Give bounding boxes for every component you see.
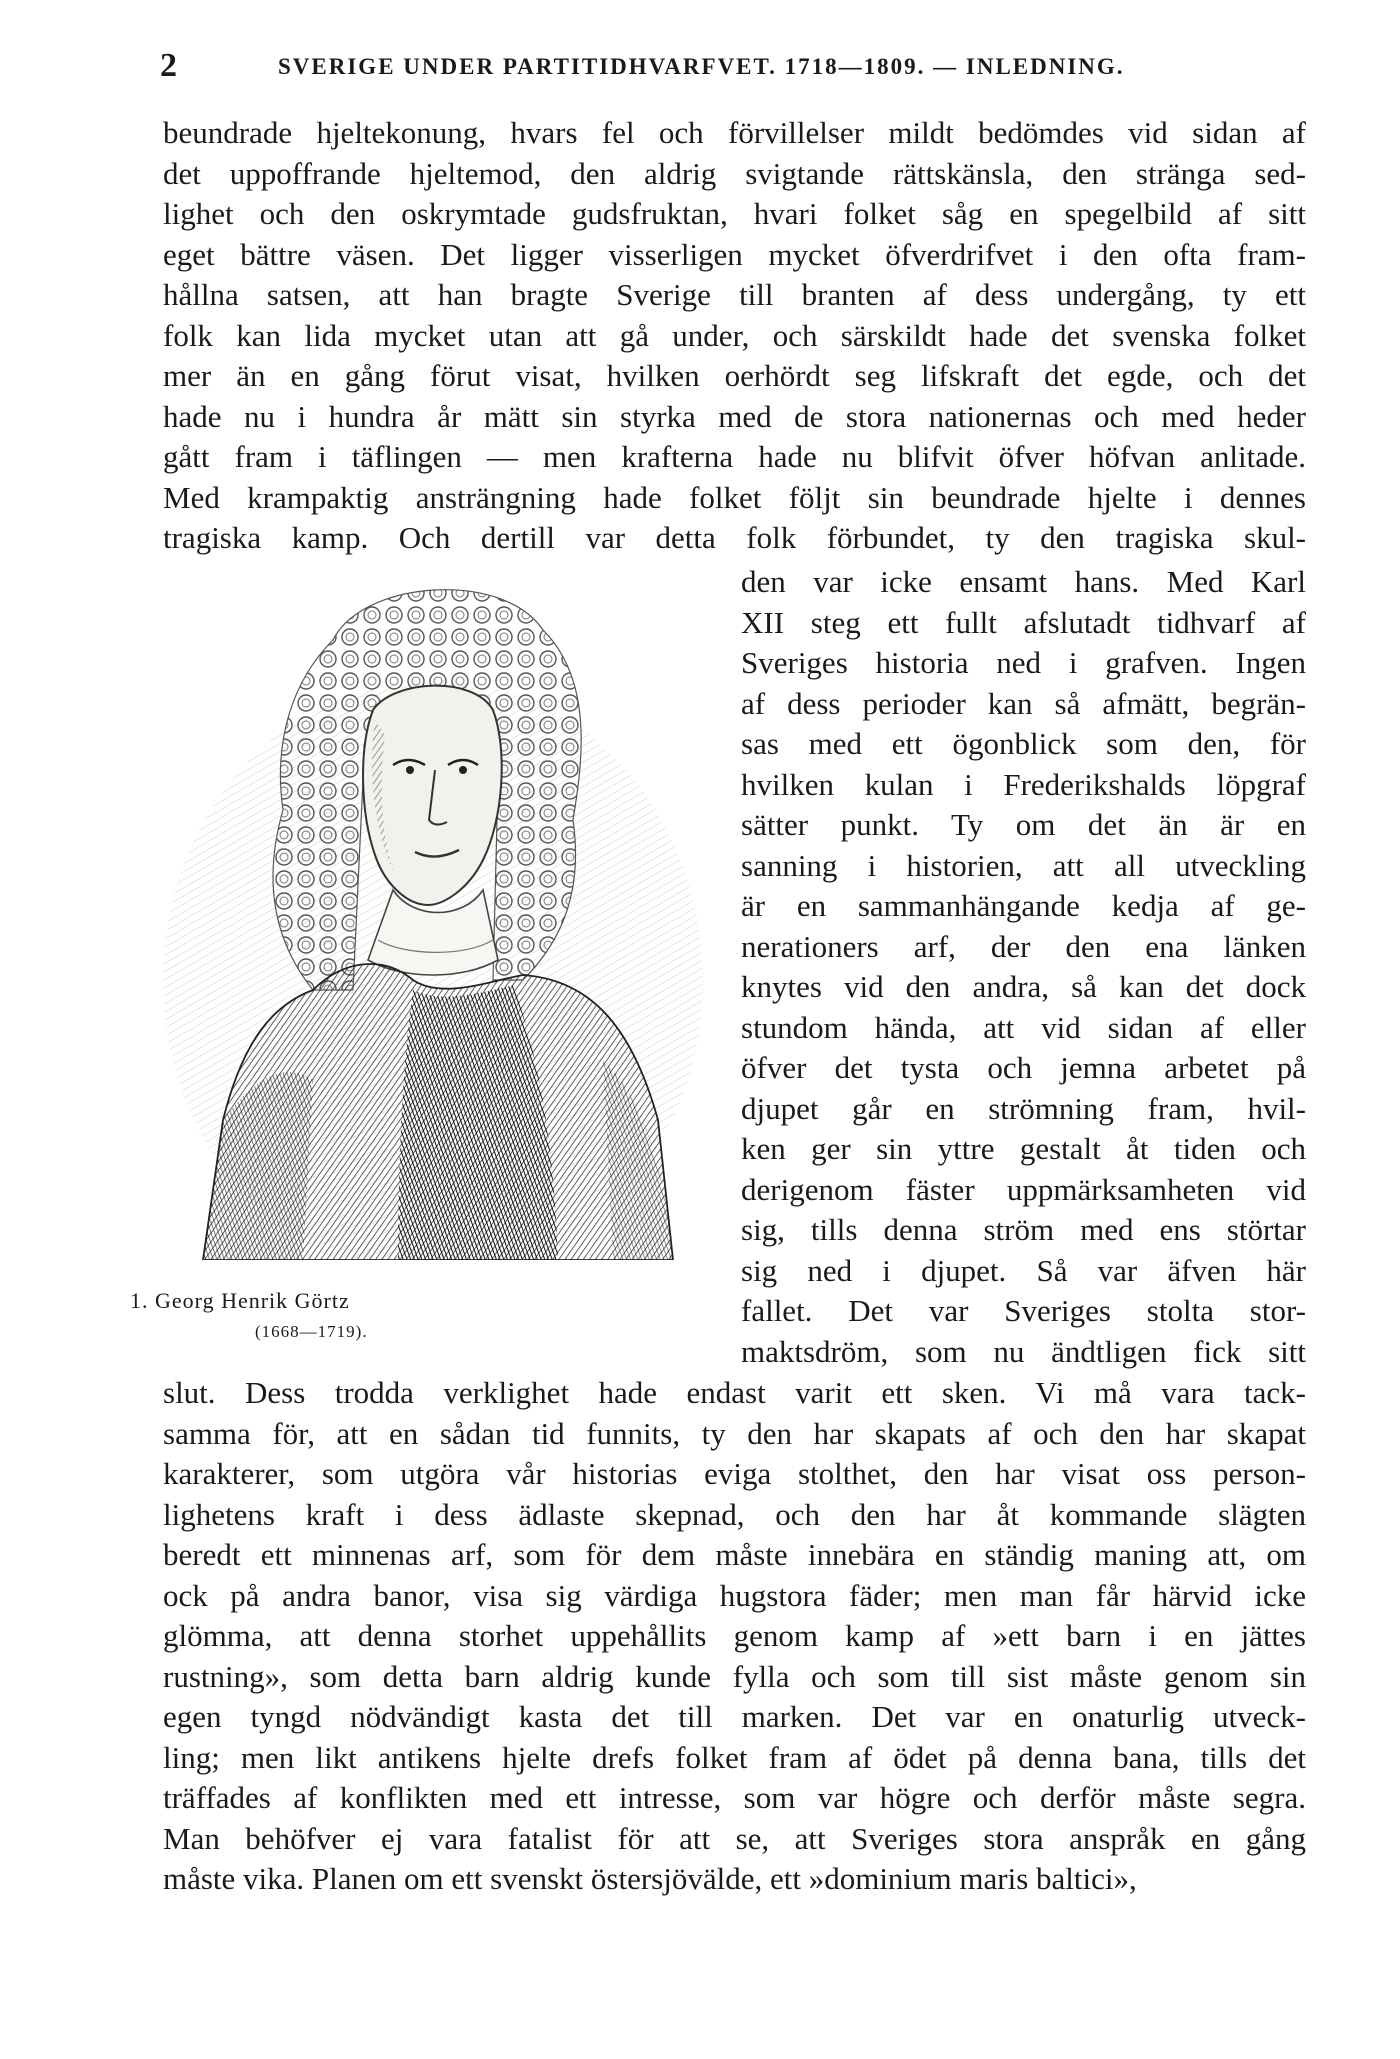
text-line: karakterer, som utgöra vår historias eviga stolthet, den har visat oss person- (163, 1456, 1306, 1491)
top-paragraph (163, 113, 1306, 559)
text-line: nerationers arf, der den ena länken (741, 928, 1306, 964)
text-line: hvilken kulan i Frederikshalds löpgraf (741, 766, 1306, 802)
text-line: ling; men likt antikens hjelte drefs folket fram af ödet på denna bana, tills det (163, 1739, 1306, 1775)
text-line: stundom hända, att vid sidan af eller (741, 1009, 1306, 1045)
text-line: mer än en gång förut visat, hvilken oerhördt seg lifskraft det egde, och det (163, 358, 1306, 393)
text-line: sas med ett ögonblick som den, för (741, 726, 1306, 761)
text-line: fallet. Det var Sveriges stolta stor- (741, 1293, 1306, 1328)
text-line: hade nu i hundra år mätt sin styrka med de stora nationernas och med heder (163, 398, 1306, 434)
text-line: af dess perioder kan så afmätt, begrän- (741, 685, 1306, 721)
portrait-engraving (163, 560, 718, 1260)
text-line: egen tyngd nödvändigt kasta det till marken. Det var en onaturlig utveck- (163, 1699, 1306, 1734)
text-line: sig ned i djupet. Så var äfven här (741, 1252, 1306, 1288)
text-line: gått fram i täflingen — men krafterna hade nu blifvit öfver höfvan anlitade. (163, 439, 1306, 474)
text-line: djupet går en strömning fram, hvil- (741, 1090, 1306, 1126)
running-title: SVERIGE UNDER PARTITIDHVARFVET. 1718—1809. — INLEDNING. (278, 54, 1125, 79)
text-line: slut. Dess trodda verklighet hade endast varit ett sken. Vi må vara tack- (163, 1375, 1306, 1410)
text-line: Man behöfver ej vara fatalist för att se, att Sveriges stora anspråk en gång (163, 1820, 1306, 1856)
text-line: sanning i historien, att all utveckling (741, 847, 1306, 883)
text-line: samma för, att en sådan tid funnits, ty den har skapats af och den har skapat (163, 1415, 1306, 1451)
text-line: rustning», som detta barn aldrig kunde fylla och som till sist måste genom sin (163, 1658, 1306, 1694)
figure-caption-dates: (1668—1719). (255, 1322, 368, 1341)
text-line: måste vika. Planen om ett svenskt östersjövälde, ett »dominium maris baltici», (163, 1861, 1137, 1896)
text-line: eget bättre väsen. Det ligger visserligen mycket öfverdrifvet i den ofta fram- (163, 236, 1306, 272)
figure-caption: 1. Georg Henrik Görtz (130, 1288, 350, 1313)
text-line: folk kan lida mycket utan att gå under, och särskildt hade det svenska folket (163, 317, 1306, 353)
text-line: hållna satsen, att han bragte Sverige till branten af dess undergång, ty ett (163, 277, 1306, 312)
wrapped-column (741, 562, 1306, 1372)
text-line: den var icke ensamt hans. Med Karl (741, 564, 1306, 599)
text-line: lighet och den oskrymtade gudsfruktan, hvari folket såg en spegelbild af sitt (163, 196, 1306, 231)
bottom-paragraph (163, 1373, 1306, 1900)
text-line: är en sammanhängande kedja af ge- (741, 888, 1306, 923)
text-line: öfver det tysta och jemna arbetet på (741, 1050, 1306, 1085)
text-line: maktsdröm, som nu ändtligen fick sitt (741, 1333, 1306, 1369)
text-line: knytes vid den andra, så kan det dock (741, 969, 1306, 1004)
portrait-figure (163, 560, 718, 1290)
text-line: Sveriges historia ned i grafven. Ingen (741, 645, 1306, 680)
text-line: sig, tills denna ström med ens störtar (741, 1212, 1306, 1247)
page-header (160, 46, 1310, 86)
page-number: 2 (160, 47, 177, 84)
text-line: beredt ett minnenas arf, som för dem måste innebära en ständig maning att, om (163, 1537, 1306, 1572)
text-line: beundrade hjeltekonung, hvars fel och förvillelser mildt bedömdes vid sidan af (163, 115, 1306, 150)
text-line: Med krampaktig ansträngning hade folket följt sin beundrade hjelte i dennes (163, 479, 1306, 515)
text-line: XII steg ett fullt afslutadt tidhvarf af (741, 604, 1306, 640)
text-line: det uppoffrande hjeltemod, den aldrig svigtande rättskänsla, den stränga sed- (163, 155, 1306, 191)
text-line: derigenom fäster uppmärksamheten vid (741, 1171, 1306, 1207)
text-line: sätter punkt. Ty om det än är en (741, 807, 1306, 842)
text-line: ock på andra banor, visa sig värdiga hugstora fäder; men man får härvid icke (163, 1577, 1306, 1613)
text-line: ken ger sin yttre gestalt åt tiden och (741, 1131, 1306, 1166)
text-line: tragiska kamp. Och dertill var detta folk förbundet, ty den tragiska skul- (163, 520, 1306, 555)
text-line: träffades af konflikten med ett intresse, som var högre och derför måste segra. (163, 1780, 1306, 1815)
text-line: glömma, att denna storhet uppehållits genom kamp af »ett barn i en jättes (163, 1618, 1306, 1653)
text-line: lighetens kraft i dess ädlaste skepnad, och den har åt kommande slägten (163, 1496, 1306, 1532)
